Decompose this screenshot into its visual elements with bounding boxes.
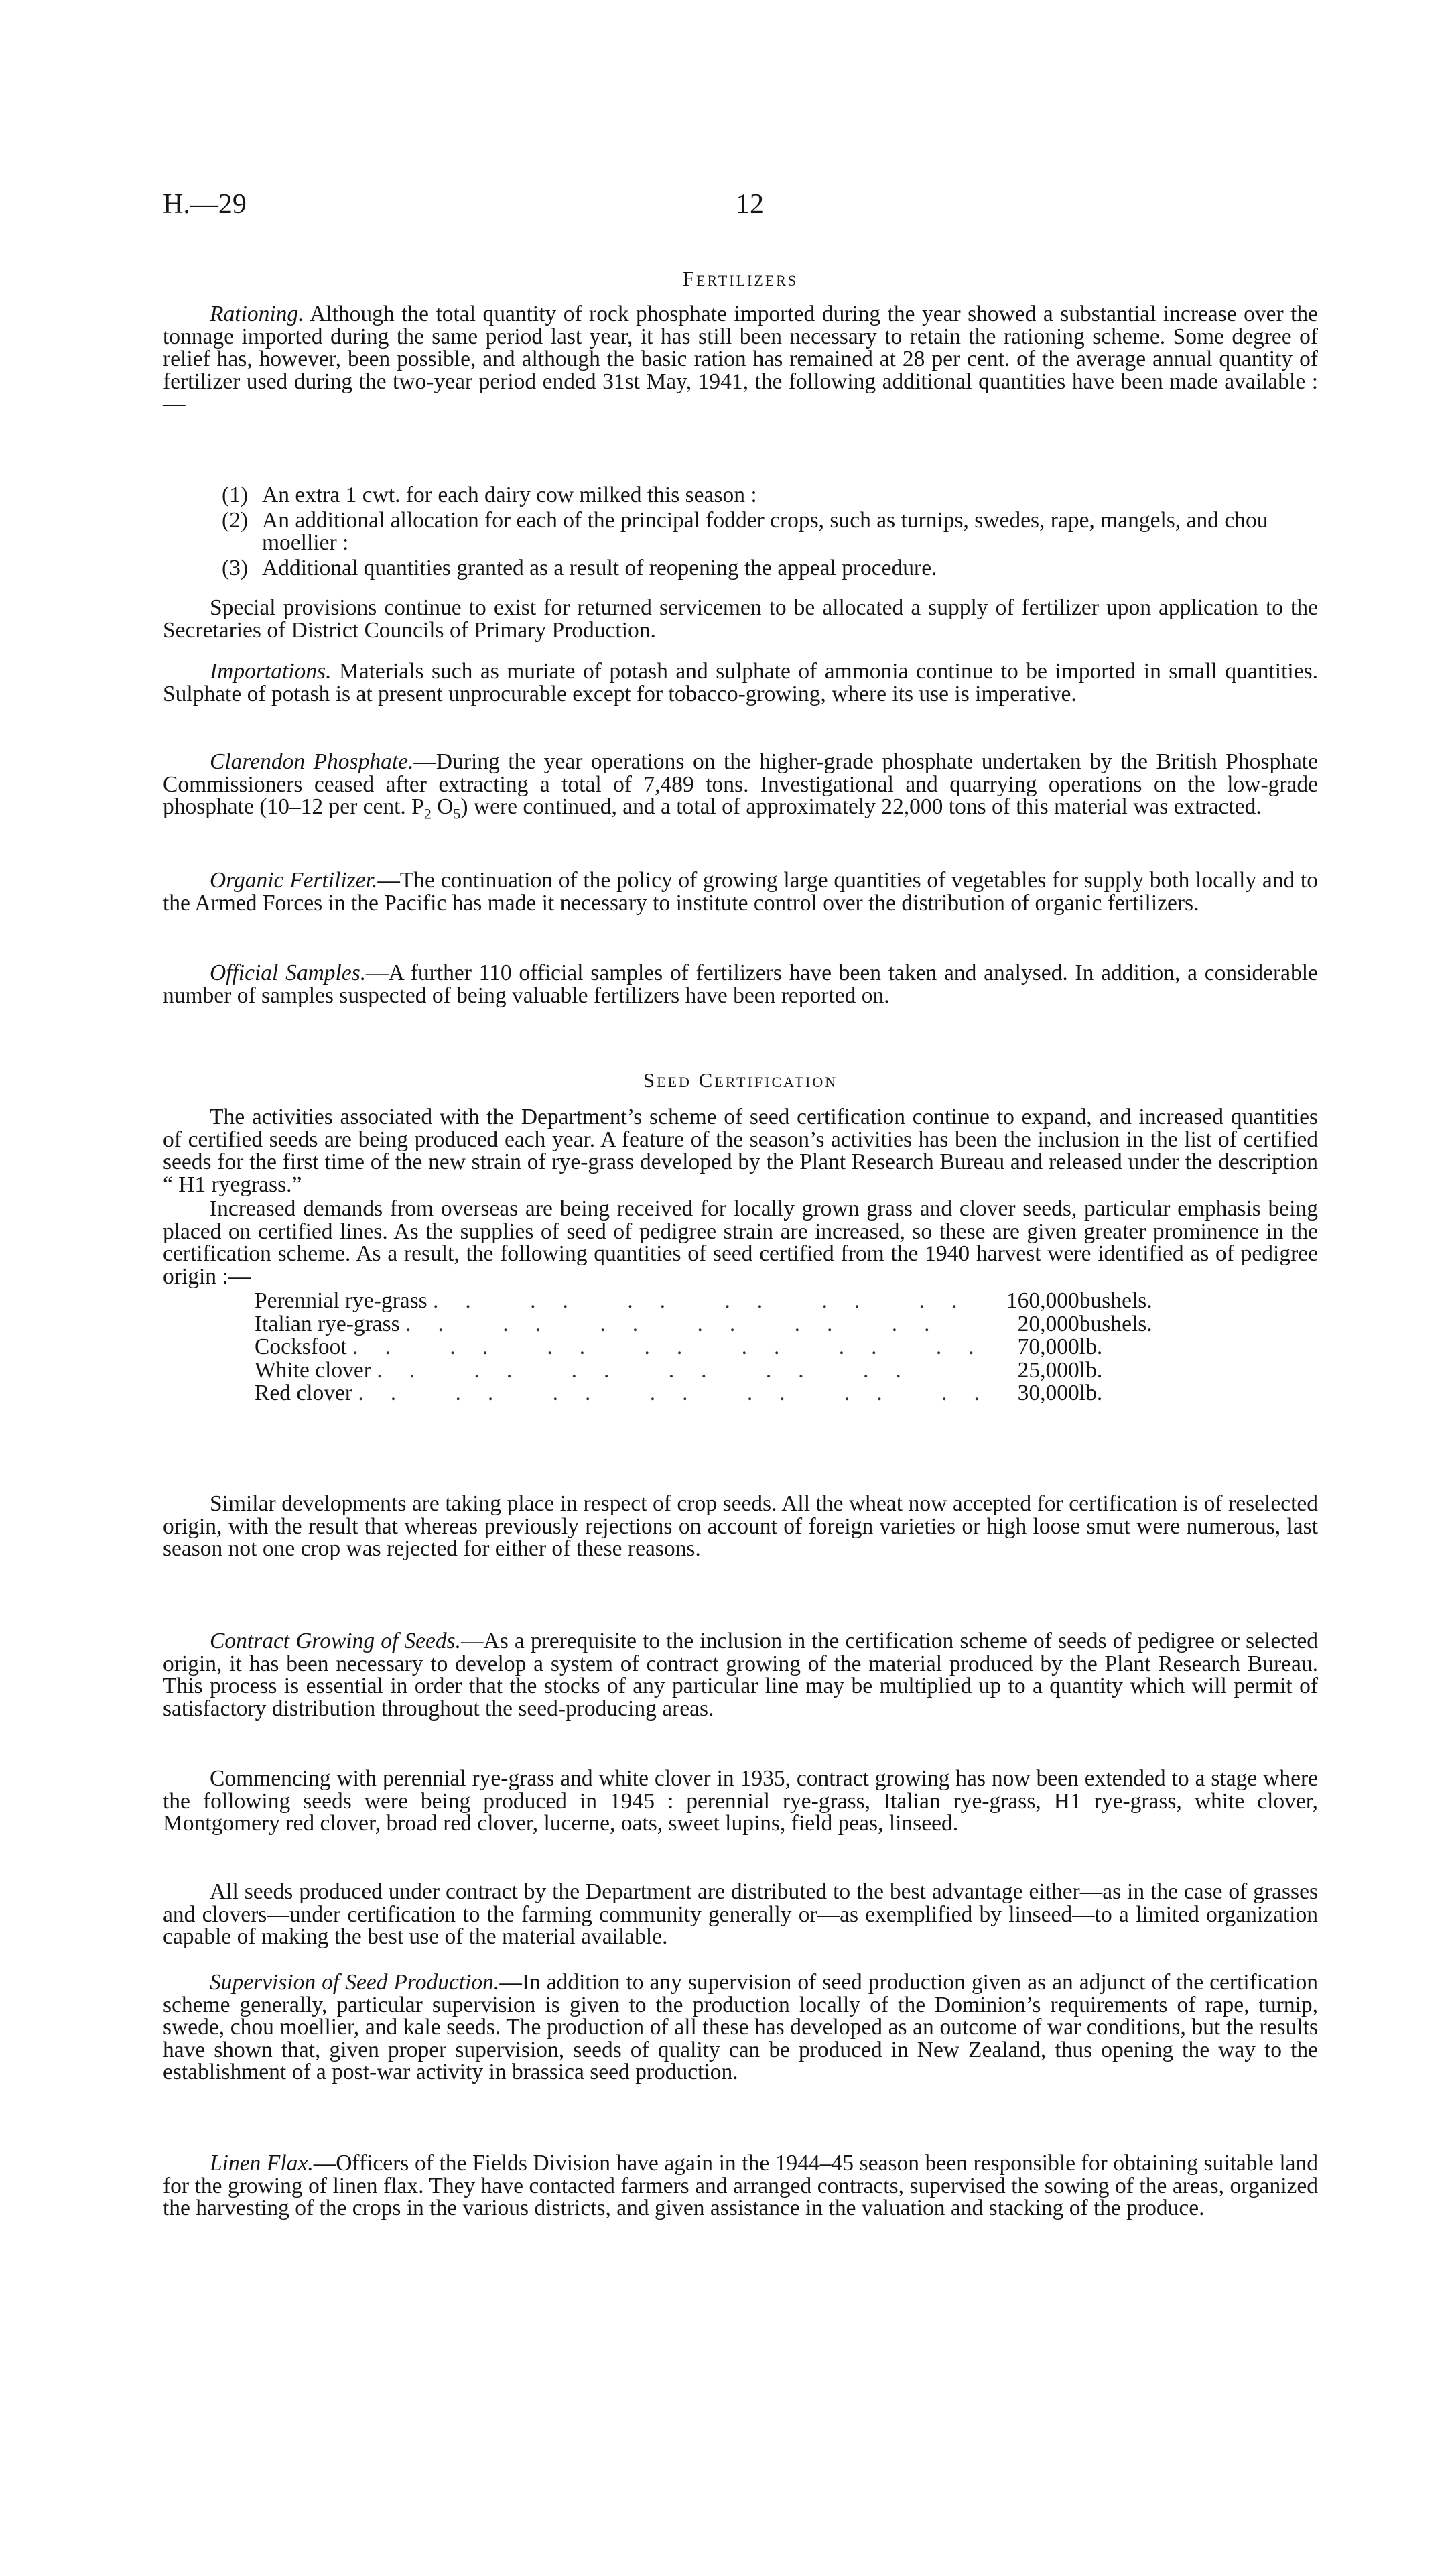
additional-quantities-list [163, 484, 1318, 579]
organic-paragraph: Organic Fertilizer.—The continuation of the policy of growing large quantities of vegetables for supply both locally and to the Armed Forces in the Pacific has made it necessary to institute control over the distribution of organic fertilizers. [163, 868, 1318, 916]
clarendon-paragraph: Clarendon Phosphate.—During the year operations on the higher-grade phosphate undertaken by the British Phosphate Commissioners ceased after extracting a total of 7,489 tons. Investigational and quarrying operations on the low-grade phosphate (10–12 per cent. $P_2$ $O_5$) were continued, and a total of approximately 22,000 tons of this material was extracted. [163, 749, 1318, 822]
contract-lead: Contract Growing of Seeds. [210, 1629, 462, 1653]
certified-seed-table-block [163, 1290, 1318, 1405]
page-number: 12 [736, 189, 764, 220]
clarendon-lead: Clarendon Phosphate. [210, 749, 414, 774]
importations-lead: Importations. [210, 659, 332, 684]
list-item: (2) An additional allocation for each of the principal fodder crops, such as turnips, swedes, rape, mangels, and chou moellier : [222, 507, 1268, 555]
linen-lead: Linen Flax. [210, 2151, 314, 2176]
table-row: White clover .. .. .. .. .. .. 25,000 lb. [255, 1357, 1103, 1383]
table-row: Perennial rye-grass .. .. .. .. .. .. 160,000 bushels. [255, 1288, 1152, 1313]
commencing-paragraph: Commencing with perennial rye-grass and white clover in 1935, contract growing has now been extended to a stage where the following seeds were being produced in 1945 : perennial rye-grass, Italian rye-grass, H1 rye-grass, white clover, Montgomery red clover, broad red clover, lucerne, oats, sweet lupins, field peas, linseed. [163, 1766, 1318, 1836]
official-lead: Official Samples. [210, 960, 367, 985]
official-samples-paragraph: Official Samples.—A further 110 official samples of fertilizers have been taken and analysed. In addition, a considerable number of samples suspected of being valuable fertilizers have been reported on. [163, 960, 1318, 1008]
document-code: H.—29 [163, 189, 247, 220]
seed-intro-paragraph: The activities associated with the Department’s scheme of seed certification continue to expand, and increased quantities of certified seeds are being produced each year. A feature of the season’s activities has been the inclusion in the list of certified seeds for the first time of the new strain of rye-grass developed by the Plant Research Bureau and released under the description “ H1 ryegrass.” [163, 1105, 1318, 1197]
overseas-demand-paragraph: Increased demands from overseas are being received for locally grown grass and clover seeds, particular emphasis being placed on certified lines. As the supplies of seed of pedigree strain are increased, so these are given greater prominence in the certification scheme. As a result, the following quantities of seed certified from the 1940 harvest were identified as of pedigree origin :— [163, 1196, 1318, 1289]
importations-paragraph: Importations. Materials such as muriate of potash and sulphate of ammonia continue to be imported in small quantities. Sulphate of potash is at present unprocurable except for tobacco-growing, where its use is imperative. [163, 659, 1318, 706]
table-row: Red clover .. .. .. .. .. .. .. 30,000 lb. [255, 1381, 1103, 1405]
list-item: (3) Additional quantities granted as a result of reopening the appeal procedure. [222, 555, 937, 580]
special-provisions-paragraph: Special provisions continue to exist for returned servicemen to be allocated a supply of fertilizer upon application to the Secretaries of District Councils of Primary Production. [163, 595, 1318, 643]
rationing-text: Although the total quantity of rock phosphate imported during the year showed a substantial increase over the tonnage imported during the same period last year, it has still been necessary to retain the rationing scheme. Some degree of relief has, however, been possible, and although the basic ration has remained at 28 per cent. of the average annual quantity of fertilizer used during the two-year period ended 31st May, 1941, the following additional quantities have been made available :— [163, 302, 1318, 416]
table-row: Italian rye-grass .. .. .. .. .. .. 20,000 bushels. [255, 1311, 1152, 1336]
seed-certification-title-block [163, 1068, 1318, 1092]
certified-seed-table [255, 1290, 1240, 1405]
supervision-lead: Supervision of Seed Production. [210, 1970, 500, 1995]
fertilizers-title-block [163, 267, 1318, 291]
seed-certification-heading: Seed Certification [643, 1068, 838, 1092]
distribution-paragraph: All seeds produced under contract by the Department are distributed to the best advantage either—as in the case of grasses and clovers—under certification to the farming community generally or—as exemplified by linseed—to a limited organization capable of making the best use of the material available. [163, 1879, 1318, 1949]
list-item: (1) An extra 1 cwt. for each dairy cow milked this season : [222, 483, 757, 507]
crop-seeds-paragraph: Similar developments are taking place in respect of crop seeds. All the wheat now accepted for certification is of reselected origin, with the result that whereas previously rejections on account of foreign varieties or high loose smut were numerous, last season not one crop was rejected for either of these reasons. [163, 1491, 1318, 1561]
contract-growing-paragraph: Contract Growing of Seeds.—As a prerequisite to the inclusion in the certification scheme of seeds of pedigree or selected origin, it has been necessary to develop a system of contract growing of the material produced by the Plant Research Bureau. This process is essential in order that the stocks of any particular line may be multiplied up to a quantity which will permit of satisfactory distribution throughout the seed-producing areas. [163, 1629, 1318, 1721]
organic-lead: Organic Fertilizer. [210, 868, 378, 893]
table-row: Cocksfoot .. .. .. .. .. .. .. 70,000 lb. [255, 1334, 1103, 1359]
rationing-lead: Rationing. [210, 302, 304, 326]
fertilizers-heading: Fertilizers [682, 267, 799, 290]
rationing-paragraph [163, 303, 1318, 416]
linen-flax-paragraph: Linen Flax.—Officers of the Fields Division have again in the 1944–45 season been responsible for obtaining suitable land for the growing of linen flax. They have contacted farmers and arranged contracts, supervised the sowing of the areas, organized the harvesting of the crops in the various districts, and given assistance in the valuation and stacking of the produce. [163, 2151, 1318, 2220]
supervision-paragraph: Supervision of Seed Production.—In addition to any supervision of seed production given as an adjunct of the certification scheme generally, particular supervision is given to the production locally of the Dominion’s requirements of rape, turnip, swede, chou moellier, and kale seeds. The production of all these has developed as an outcome of war conditions, but the results have shown that, given proper supervision, seeds of quality can be produced in New Zealand, thus opening the way to the establishment of a post-war activity in brassica seed production. [163, 1970, 1318, 2084]
